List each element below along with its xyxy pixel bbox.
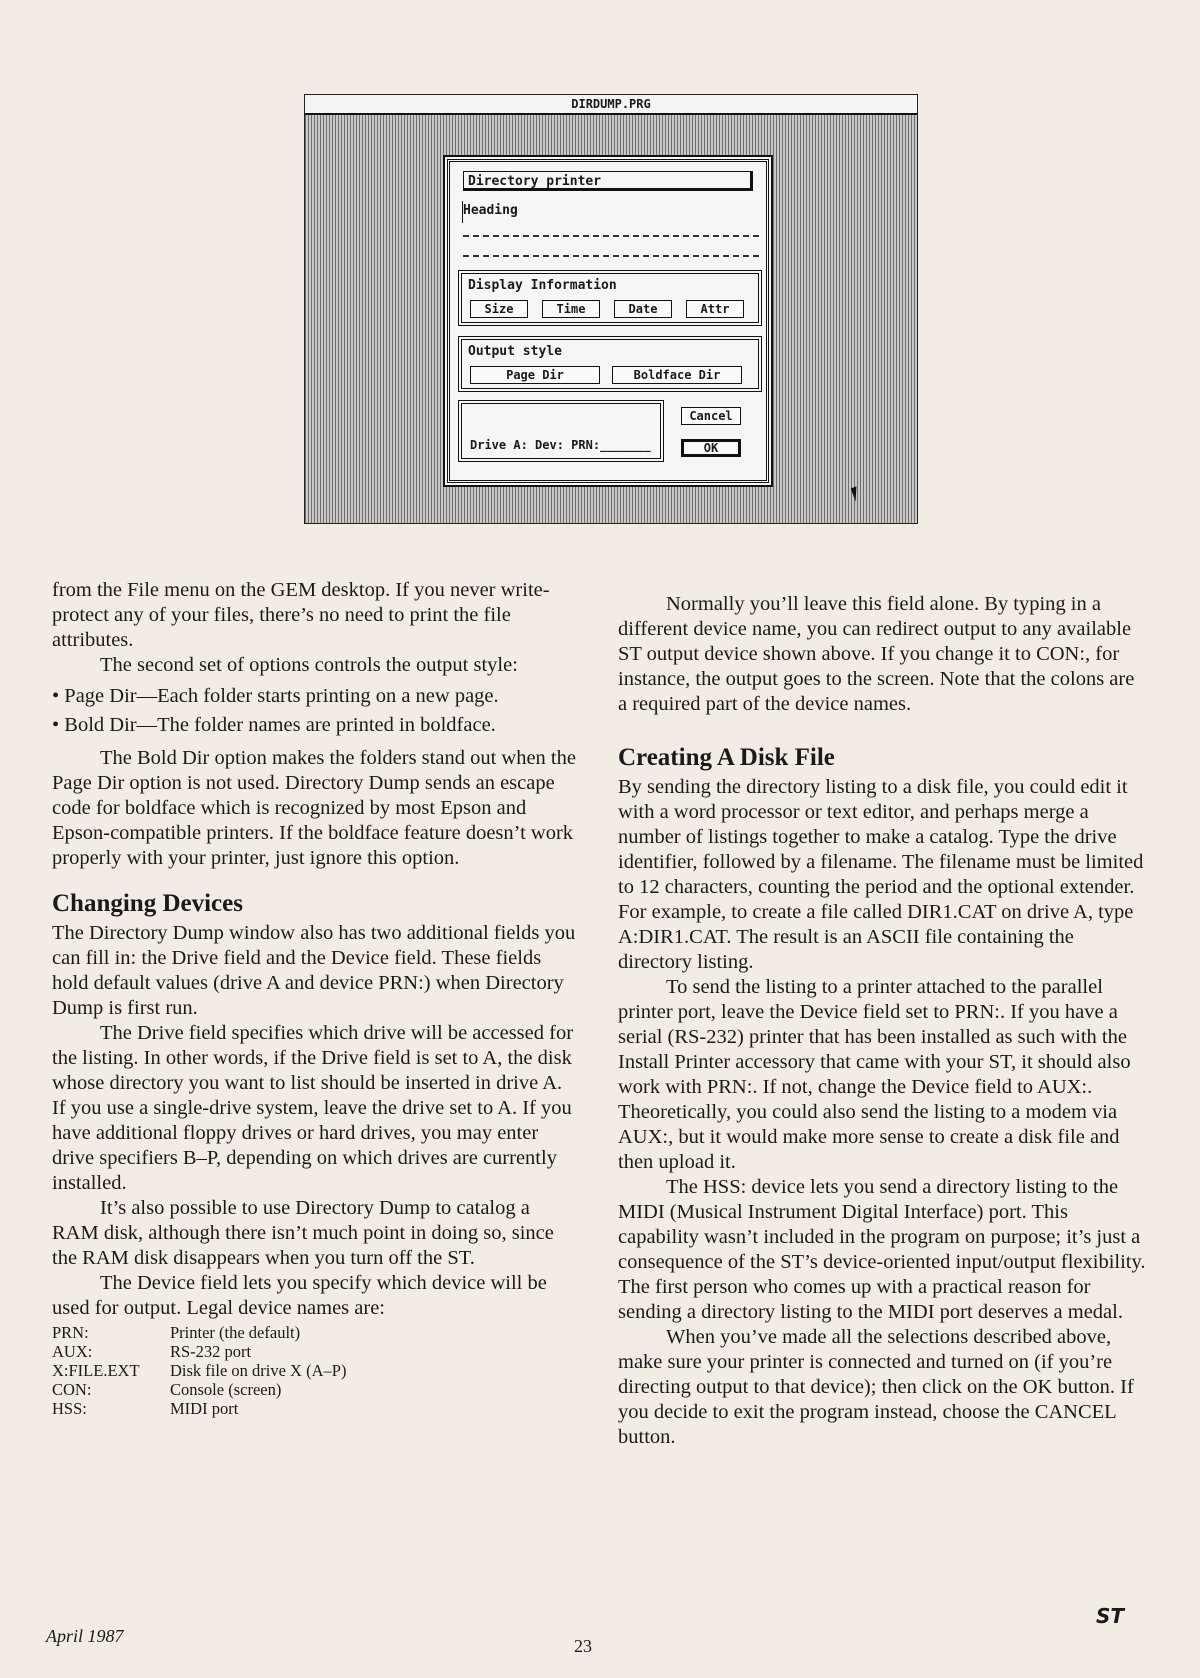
display-information-box xyxy=(461,273,759,323)
drive-device-field[interactable]: Drive A: Dev: PRN:_______ xyxy=(470,438,651,452)
device-row: HSS: MIDI port xyxy=(52,1399,239,1418)
paragraph: from the File menu on the GEM desktop. If you never write-protect any of your files, there’s no need to print the file attributes. xyxy=(52,579,550,651)
paragraph: The Bold Dir option makes the folders stand out when the Page Dir option is not used. Directory Dump sends an escape code for boldface which is recognized by most Epson and Epson-compatible printers. If the boldface feature doesn’t work properly with your printer, just ignore this option. xyxy=(52,747,576,869)
program-screenshot xyxy=(304,94,918,524)
paragraph: The HSS: device lets you send a directory listing to the MIDI (Musical Instrument Digital Interface) port. This capability wasn’t included in the program on purpose; it’s just a consequence of the ST’s device-oriented input/output flexibility. The first person who comes up with a practical reason for sending a directory listing to the MIDI port deserves a medal. xyxy=(618,1176,1146,1323)
dialog-title: Directory printer xyxy=(463,171,753,191)
attr-button[interactable]: Attr xyxy=(686,300,744,318)
page-dir-button[interactable]: Page Dir xyxy=(470,366,600,384)
cancel-button[interactable]: Cancel xyxy=(681,407,741,425)
paragraph: When you’ve made all the selections described above, make sure your printer is connected and turned on (if you’re directing output to that device); then click on the OK button. If you decide to exit the program instead, choose the CANCEL button. xyxy=(618,1326,1134,1448)
issue-date: April 1987 xyxy=(46,1626,124,1646)
section-heading-creating-disk-file: Creating A Disk File xyxy=(618,744,835,771)
device-row: X:FILE.EXT Disk file on drive X (A–P) xyxy=(52,1361,347,1380)
paragraph: It’s also possible to use Directory Dump to catalog a RAM disk, although there isn’t much point in doing so, since the RAM disk disappears when you turn off the ST. xyxy=(52,1197,554,1269)
paragraph: The Directory Dump window also has two additional fields you can fill in: the Drive field and the Device field. These fields hold default values (drive A and device PRN:) when Directory Dump is first run. xyxy=(52,922,576,1019)
st-end-logo: ST xyxy=(1096,1604,1125,1628)
paragraph: The second set of options controls the output style: xyxy=(100,654,518,676)
device-row: PRN: Printer (the default) xyxy=(52,1323,301,1342)
device-row: CON: Console (screen) xyxy=(52,1380,282,1399)
heading-label: Heading xyxy=(463,203,518,218)
paragraph: Normally you’ll leave this field alone. By typing in a different device name, you can redirect output to any available ST output device shown above. If you change it to CON:, for instance, the output goes to the screen. Note that the colons are a required part of the device names. xyxy=(618,593,1135,715)
paragraph: By sending the directory listing to a disk file, you could edit it with a word processor or text editor, and perhaps merge a number of listings together to make a catalog. Type the drive identifier, followed by a filename. The filename must be limited to 12 characters, counting the period and the optional extender. For example, to create a file called DIR1.CAT on drive A, type A:DIR1.CAT. The result is an ASCII file containing the directory listing. xyxy=(618,776,1144,973)
display-information-label: Display Information xyxy=(468,278,617,293)
device-row: AUX: RS-232 port xyxy=(52,1342,252,1361)
device-list xyxy=(52,1323,580,1418)
date-button[interactable]: Date xyxy=(614,300,672,318)
mouse-pointer-icon xyxy=(851,486,861,501)
paragraph: The Drive field specifies which drive will be accessed for the listing. In other words, if the Drive field is set to A, the disk whose directory you want to list should be inserted in drive A. If you use a single-drive system, leave the drive set to A. If you have additional floppy drives or hard drives, you may enter drive specifiers B–P, depending on which drives are currently installed. xyxy=(52,1022,574,1194)
boldface-dir-button[interactable]: Boldface Dir xyxy=(612,366,742,384)
left-column xyxy=(52,578,580,1418)
ok-button[interactable]: OK xyxy=(681,439,741,457)
size-button[interactable]: Size xyxy=(470,300,528,318)
right-column xyxy=(618,592,1148,1450)
bullet-page-dir: • Page Dir—Each folder starts printing on a new page. xyxy=(52,685,499,707)
section-heading-changing-devices: Changing Devices xyxy=(52,890,243,917)
heading-input-line-1[interactable] xyxy=(463,235,759,237)
device-box xyxy=(461,403,661,459)
directory-printer-dialog xyxy=(443,155,773,487)
time-button[interactable]: Time xyxy=(542,300,600,318)
paragraph: To send the listing to a printer attached to the parallel printer port, leave the Device field set to PRN:. If you have a serial (RS-232) printer that has been installed as such with the Install Printer accessory that came with your ST, it should also work with PRN:. If not, change the Device field to AUX:. Theoretically, you could also send the listing to a modem via AUX:, but it would make more sense to create a disk file and then upload it. xyxy=(618,976,1131,1173)
output-style-box xyxy=(461,339,759,389)
output-style-label: Output style xyxy=(468,344,562,359)
paragraph: The Device field lets you specify which device will be used for output. Legal device names are: xyxy=(52,1272,547,1319)
window-title: DIRDUMP.PRG xyxy=(305,95,917,115)
heading-input-line-2[interactable] xyxy=(463,255,759,257)
bullet-bold-dir: • Bold Dir—The folder names are printed in boldface. xyxy=(52,714,496,736)
page-number: 23 xyxy=(574,1636,592,1656)
